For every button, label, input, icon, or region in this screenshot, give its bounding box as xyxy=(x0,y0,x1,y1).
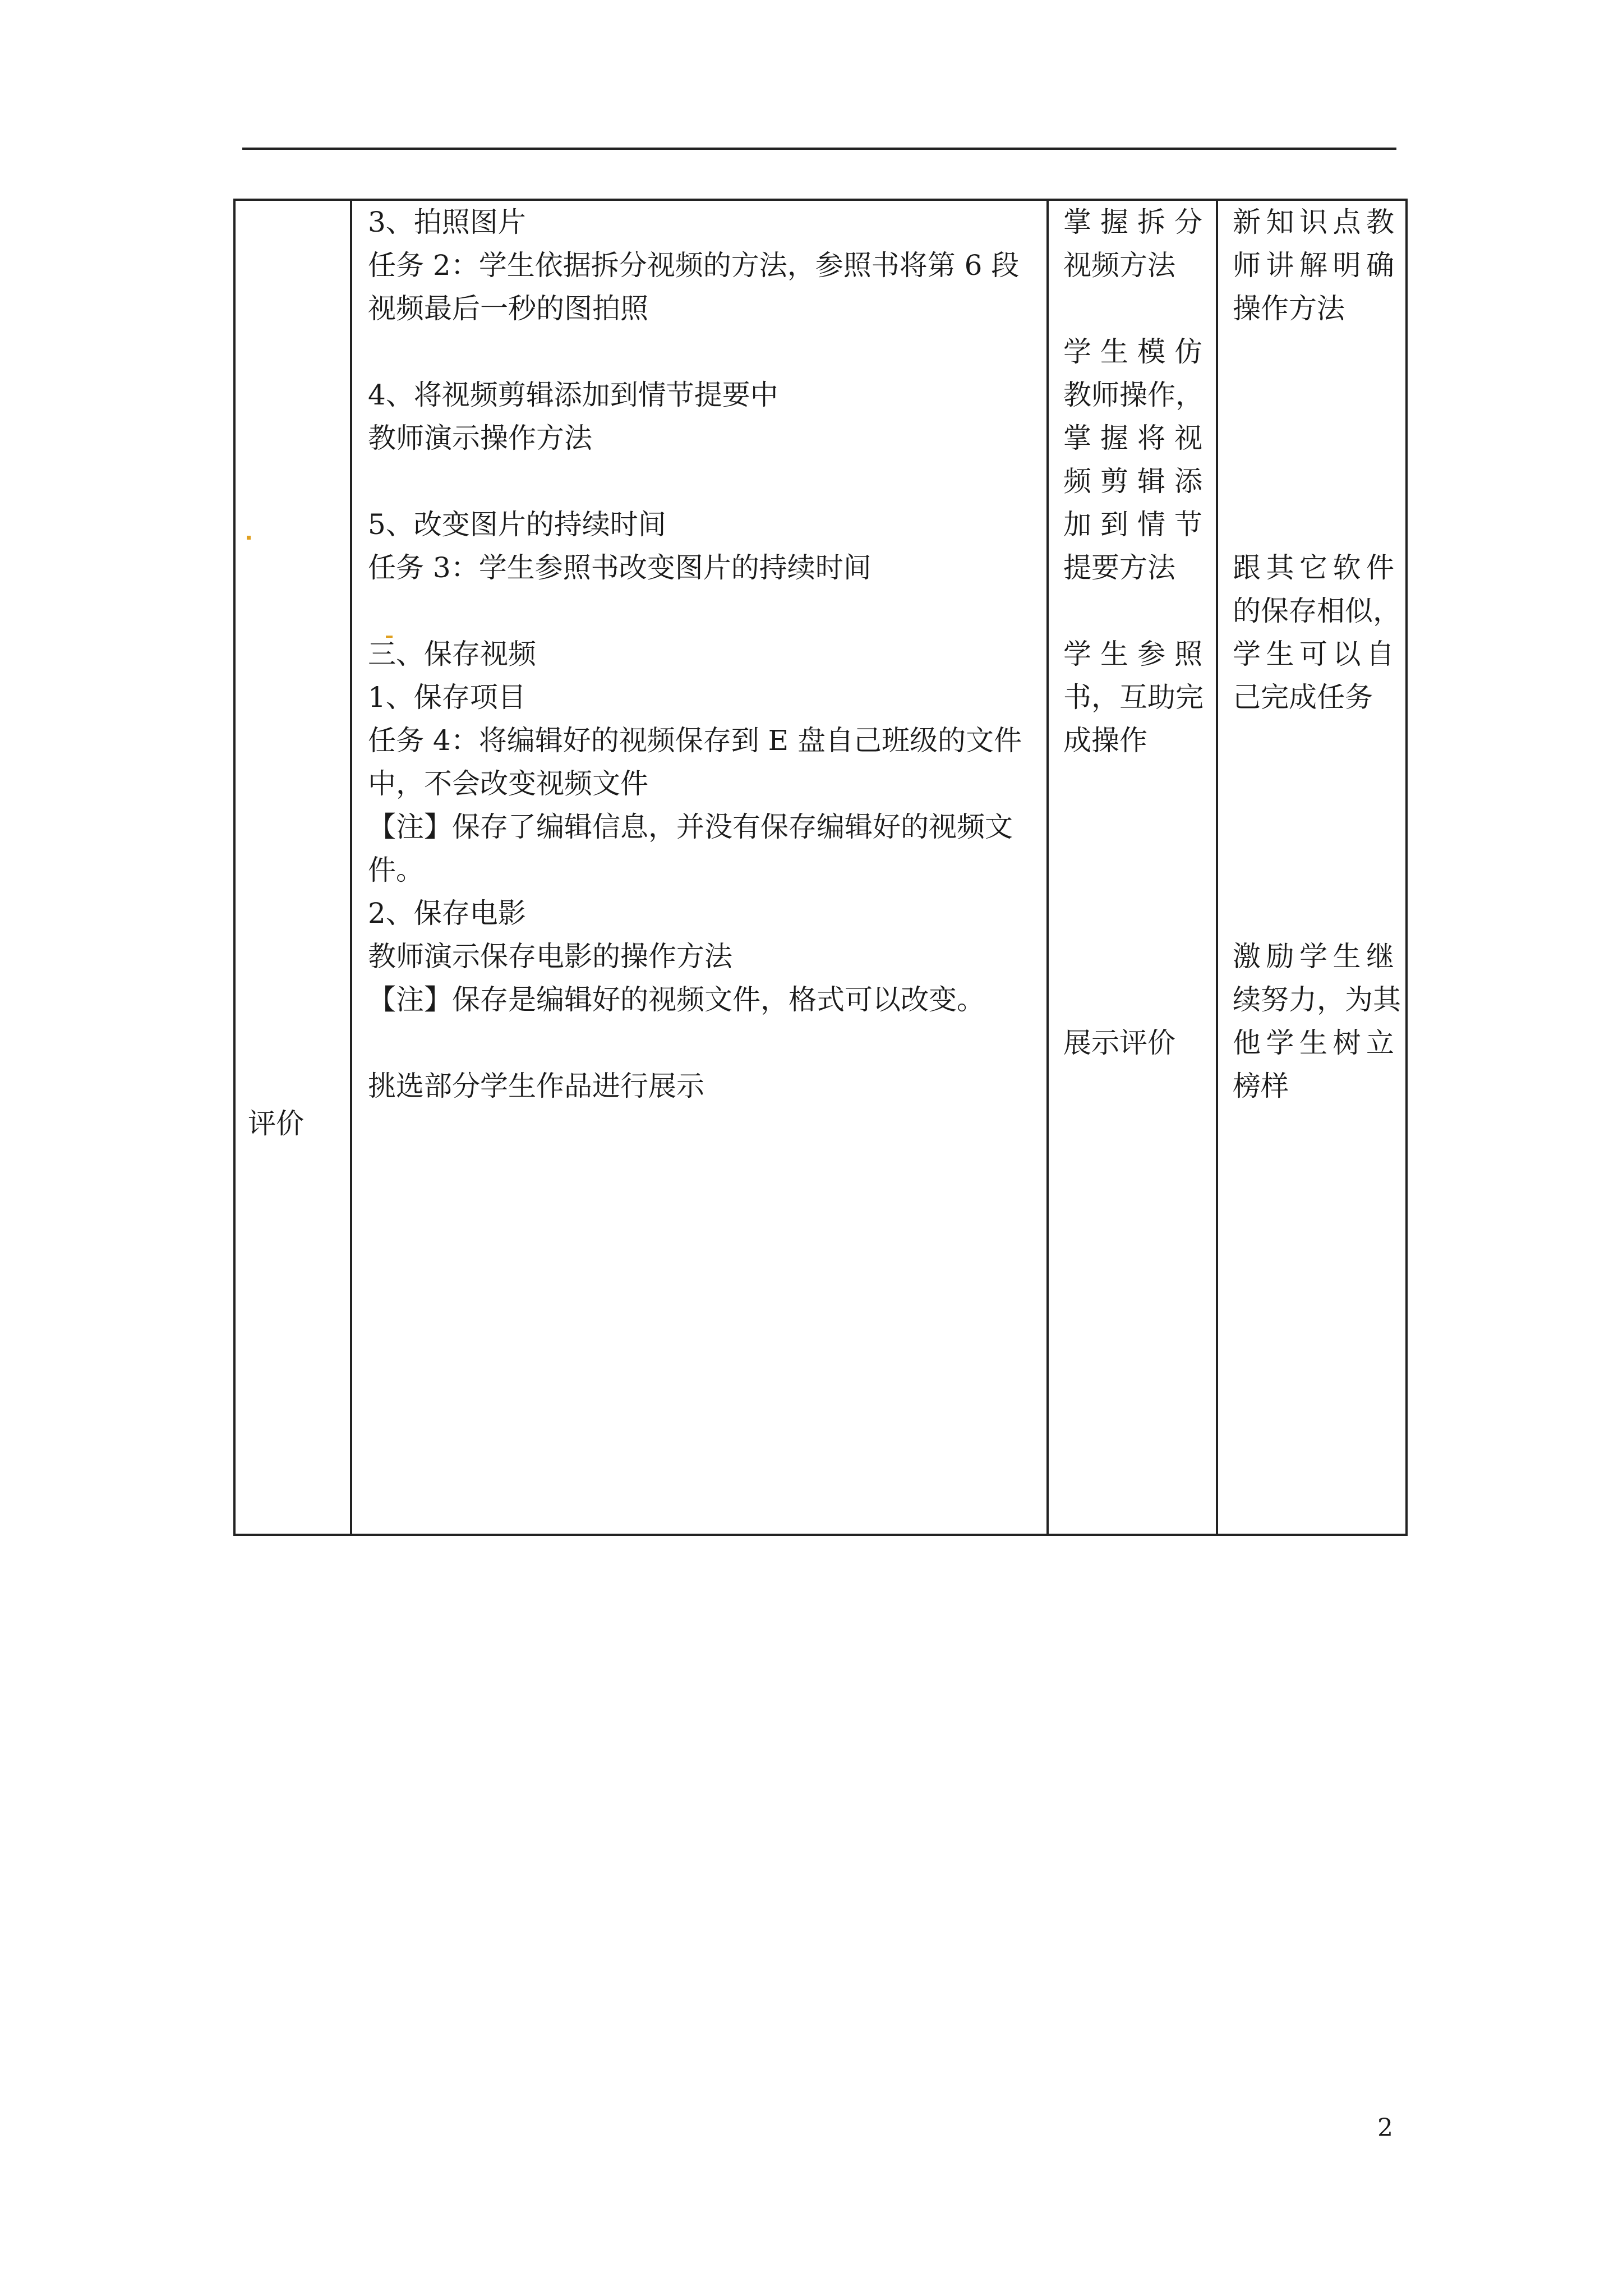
student-b-line-5: 加到情节 xyxy=(1063,508,1202,541)
student-c-line-2: 书，互助完 xyxy=(1063,681,1204,714)
student-a-line-2: 视频方法 xyxy=(1063,249,1175,282)
save-movie-title: 2、保存电影 xyxy=(368,897,526,930)
design-a-line-2: 师讲解明确 xyxy=(1233,249,1394,282)
design-b-line-4: 己完成任务 xyxy=(1233,681,1373,714)
student-b-line-1: 学生模仿 xyxy=(1063,335,1202,368)
design-a-line-1: 新知识点教 xyxy=(1233,206,1394,238)
task-2-line-1: 任务 2：学生依据拆分视频的方法，参照书将第 6 段 xyxy=(368,249,1020,282)
note-1-line-2: 件。 xyxy=(368,854,424,886)
design-c-line-4: 榜样 xyxy=(1233,1070,1289,1102)
student-c-line-3: 成操作 xyxy=(1063,724,1147,757)
save-movie-demo: 教师演示保存电影的操作方法 xyxy=(368,940,732,973)
student-a-line-1: 掌握拆分 xyxy=(1063,206,1202,238)
column-divider-3 xyxy=(1216,199,1218,1536)
task-3: 任务 3：学生参照书改变图片的持续时间 xyxy=(368,551,872,584)
part-3-title: 三、保存视频 xyxy=(368,638,536,670)
student-d-line-1: 展示评价 xyxy=(1063,1027,1175,1059)
showcase-text: 挑选部分学生作品进行展示 xyxy=(368,1070,704,1102)
section-5-title: 5、改变图片的持续时间 xyxy=(368,508,666,541)
page-number: 2 xyxy=(1377,2114,1393,2142)
design-a-line-3: 操作方法 xyxy=(1233,292,1345,325)
design-b-line-1: 跟其它软件 xyxy=(1233,551,1394,584)
section-4-title: 4、将视频剪辑添加到情节提要中 xyxy=(368,379,778,411)
student-b-line-2: 教师操作， xyxy=(1063,379,1204,411)
student-b-line-3: 掌握将视 xyxy=(1063,422,1202,454)
design-c-line-3: 他学生树立 xyxy=(1233,1027,1394,1059)
save-project-title: 1、保存项目 xyxy=(368,681,526,714)
design-b-line-3: 学生可以自 xyxy=(1233,638,1394,670)
row-label: 评价 xyxy=(248,1107,304,1140)
design-b-line-2: 的保存相似， xyxy=(1233,595,1401,627)
column-divider-1 xyxy=(350,199,352,1536)
orange-mark xyxy=(247,536,251,540)
header-rule xyxy=(242,148,1396,150)
task-4-line-2: 中，不会改变视频文件 xyxy=(368,767,648,800)
design-c-line-1: 激励学生继 xyxy=(1233,940,1394,973)
section-3-title: 3、拍照图片 xyxy=(368,206,526,238)
student-c-line-1: 学生参照 xyxy=(1063,638,1202,670)
section-4-demo: 教师演示操作方法 xyxy=(368,422,592,454)
note-2: 【注】保存是编辑好的视频文件，格式可以改变。 xyxy=(368,983,985,1016)
task-2-line-2: 视频最后一秒的图拍照 xyxy=(368,292,648,325)
design-c-line-2: 续努力，为其 xyxy=(1233,983,1401,1016)
column-divider-2 xyxy=(1046,199,1049,1536)
note-1-line-1: 【注】保存了编辑信息，并没有保存编辑好的视频文 xyxy=(368,811,1013,843)
student-b-line-6: 提要方法 xyxy=(1063,551,1175,584)
task-4-line-1: 任务 4：将编辑好的视频保存到 E 盘自己班级的文件 xyxy=(368,724,1022,757)
student-b-line-4: 频剪辑添 xyxy=(1063,465,1202,498)
